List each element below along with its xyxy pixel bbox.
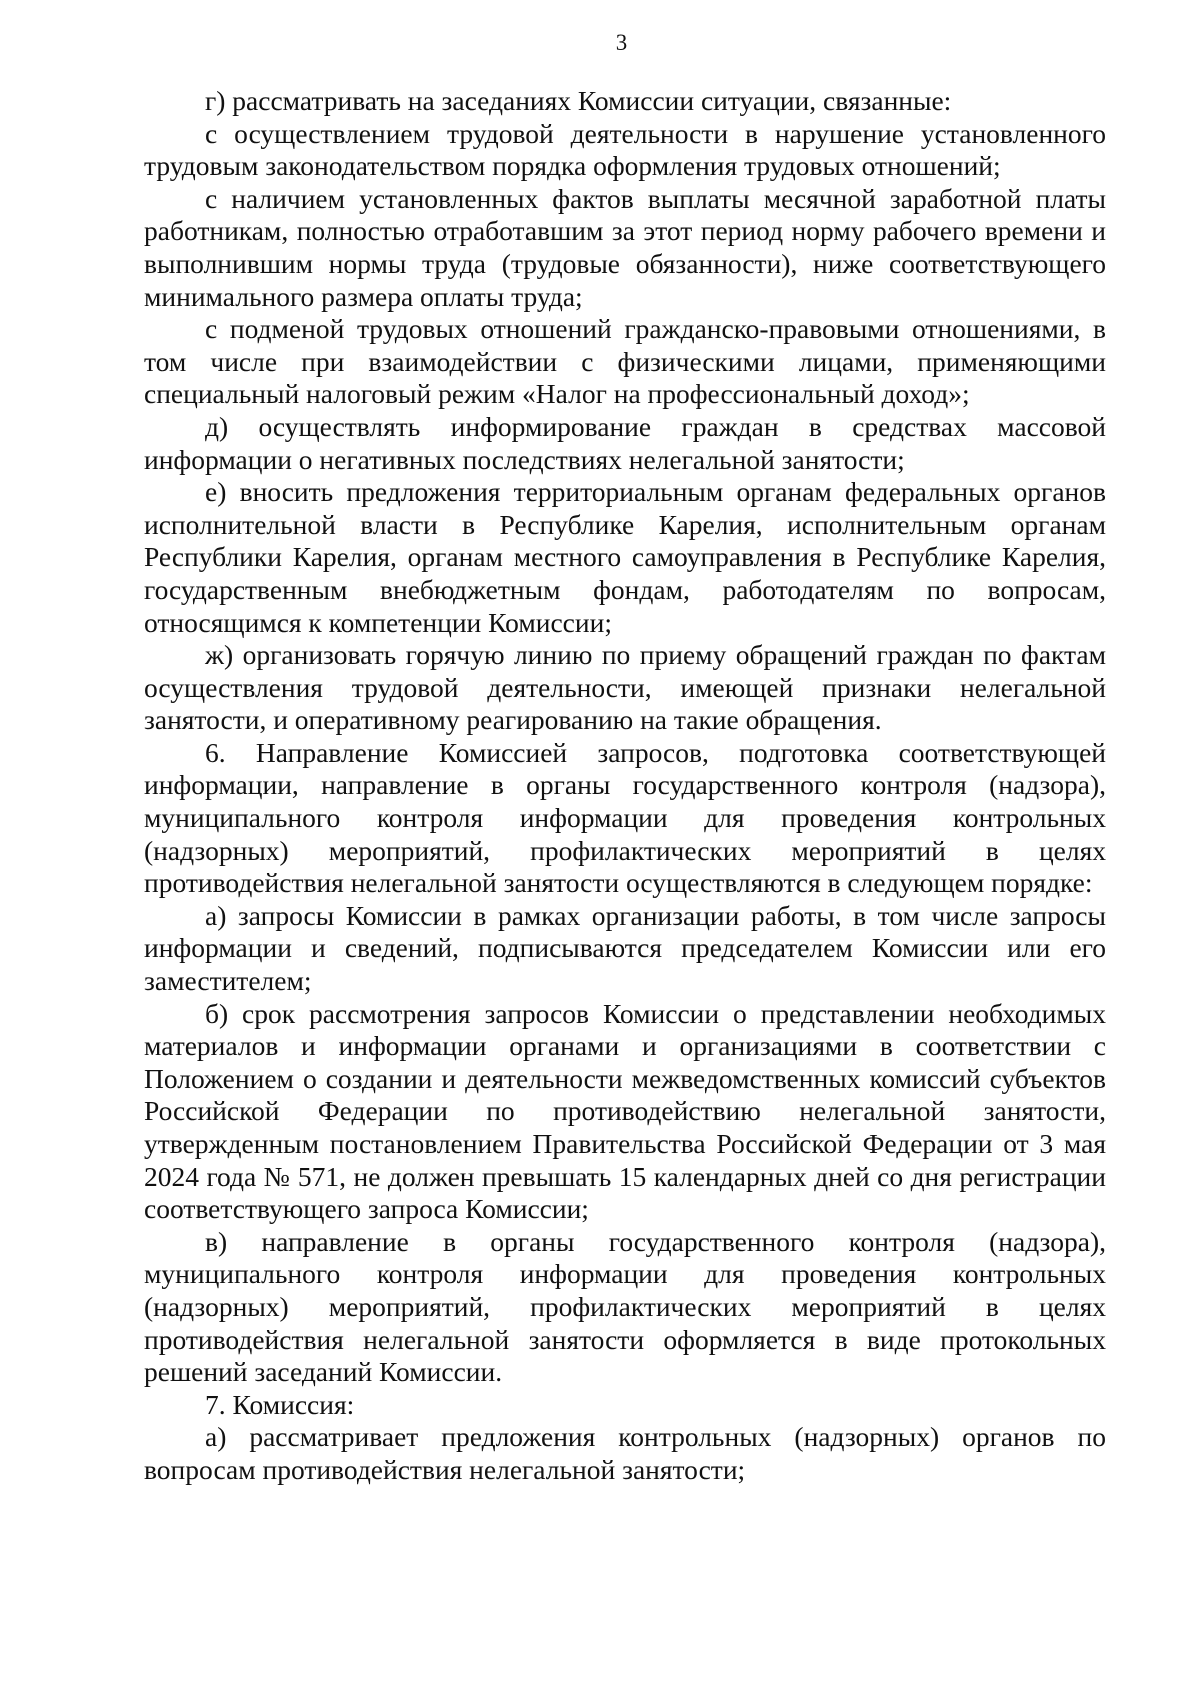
paragraph-g-situations: г) рассматривать на заседаниях Комиссии ситуации, связанные: (205, 85, 952, 116)
paragraph-labor-registration: с осуществлением трудовой деятельности в нарушение установленного трудовым законодательством порядка оформления трудовых отношений; (144, 117, 1106, 182)
document-body (144, 85, 1106, 1487)
paragraph-d-informing: д) осуществлять информирование граждан в средствах массовой информации о негативных последствиях нелегальной занятости; (144, 410, 1106, 475)
paragraph-6-requests-procedure: 6. Направление Комиссией запросов, подготовка соответствующей информации, направление в органы государственного контроля (надзора), муниципального контроля информации для проведения контрольных (надзорных) мероприятий, профилактических мероприятий в целях противодействия нелегальной занятости осуществляются в следующем порядке: (144, 736, 1106, 899)
paragraph-civil-law-substitution: с подменой трудовых отношений гражданско-правовыми отношениями, в том числе при взаимодействии с физическими лицами, применяющими специальный налоговый режим «Налог на профессиональный доход»; (144, 313, 1106, 410)
paragraph-a-considers-proposals: а) рассматривает предложения контрольных (надзорных) органов по вопросам противодействия нелегальной занятости; (144, 1421, 1106, 1485)
paragraph-a-requests-signing: а) запросы Комиссии в рамках организации работы, в том числе запросы информации и сведений, подписываются председателем Комиссии или его заместителем; (144, 899, 1106, 997)
page-number: 3 (615, 30, 628, 55)
paragraph-zh-hotline: ж) организовать горячую линию по приему обращений граждан по фактам осуществления трудовой деятельности, имеющей признаки нелегальной занятости, и оперативному реагированию на такие обращения. (144, 639, 1106, 736)
paragraph-v-control-referral: в) направление в органы государственного контроля (надзора), муниципального контроля информации для проведения контрольных (надзорных) мероприятий, профилактических мероприятий в целях противодействия нелегальной занятости оформляется в виде протокольных решений заседаний Комиссии. (144, 1225, 1106, 1388)
paragraph-7-commission: 7. Комиссия: (205, 1388, 355, 1420)
paragraph-e-proposals: е) вносить предложения территориальным органам федеральных органов исполнительной власти в Республике Карелия, исполнительным органам Республики Карелия, органам местного самоуправления в Республике Карелия, государственным внебюджетным фондам, работодателям по вопросам, относящимся к компетенции Комиссии; (144, 476, 1106, 638)
paragraph-minimum-wage: с наличием установленных фактов выплаты месячной заработной платы работникам, полностью отработавшим за этот период норму рабочего времени и выполнившим нормы труда (трудовые обязанности), ниже соответствующего минимального размера оплаты труда; (144, 182, 1106, 312)
paragraph-b-request-deadline: б) срок рассмотрения запросов Комиссии о представлении необходимых материалов и информации органами и организациями в соответствии с Положением о создании и деятельности межведомственных комиссий субъектов Российской Федерации по противодействию нелегальной занятости, утвержденным постановлением Правительства Российской Федерации от 3 мая 2024 года № 571, не должен превышать 15 календарных дней со дня регистрации соответствующего запроса Комиссии; (144, 997, 1106, 1225)
